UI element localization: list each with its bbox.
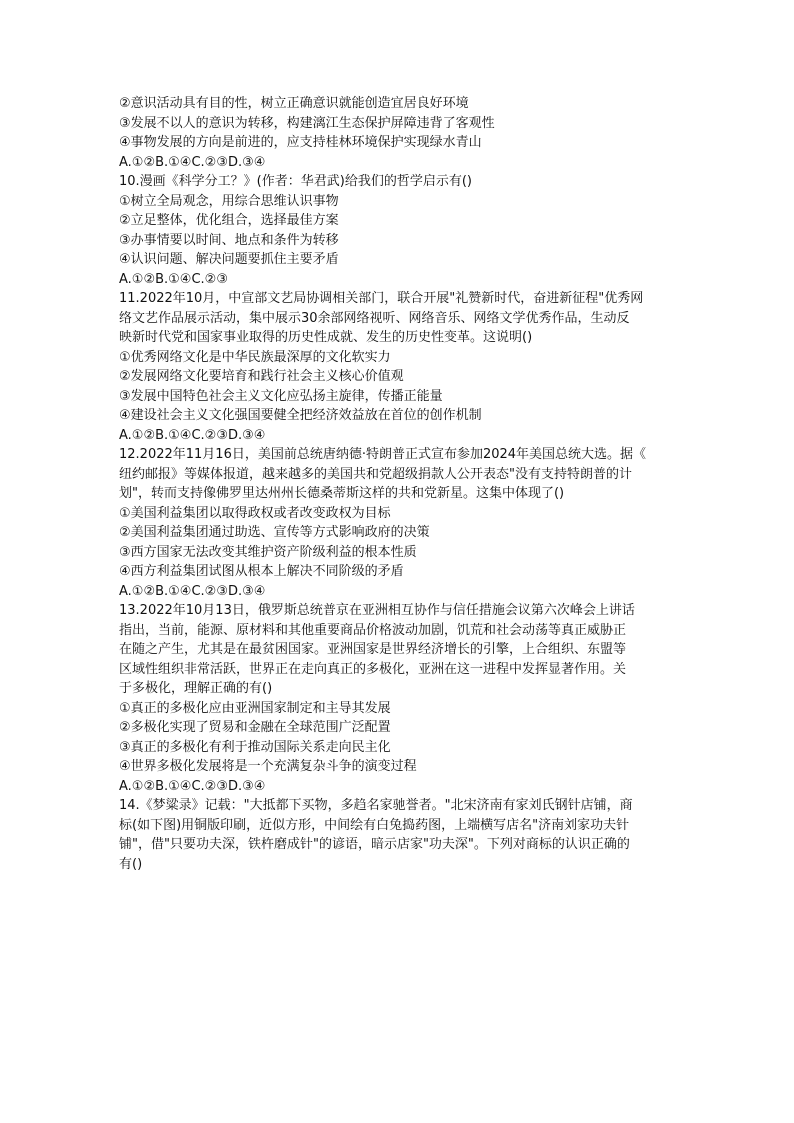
q9-option-2: ②意识活动具有目的性，树立正确意识就能创造宜居良好环境 <box>119 96 469 111</box>
q10-stem: 10.漫画《科学分工？》(作者：华君武)给我们的哲学启示有() <box>119 174 472 189</box>
q11-answer-choices: A.①②B.①④C.②③D.③④ <box>119 427 266 443</box>
document-page <box>119 94 679 874</box>
q13-stem-line: 于多极化，理解正确的有() <box>119 681 273 696</box>
q13-answer-choices: A.①②B.①④C.②③D.③④ <box>119 778 266 794</box>
q12-answer-choices: A.①②B.①④C.②③D.③④ <box>119 583 266 599</box>
q14-stem-line: 14.《梦粱录》记载："大抵都下买物，多趋名家驰誉者。"北宋济南有家刘氏钢针店铺，商 <box>119 798 633 813</box>
q12-stem-line: 12.2022年11月16日，美国前总统唐纳德·特朗普正式宣布参加2024年美国总统大选。据《 <box>119 447 647 462</box>
q12-stem-line: 划"，转而支持像佛罗里达州州长德桑蒂斯这样的共和党新星。这集中体现了() <box>119 486 565 501</box>
q13-stem-line: 13.2022年10月13日，俄罗斯总统普京在亚洲相互协作与信任措施会议第六次峰会上讲话 <box>119 603 635 618</box>
q11-option-1: ①优秀网络文化是中华民族最深厚的文化软实力 <box>119 349 391 365</box>
q12-stem-line: 纽约邮报》等媒体报道，越来越多的美国共和党超级捐款人公开表态"没有支持特朗普的计 <box>119 466 632 482</box>
q9-answer-choices: A.①②B.①④C.②③D.③④ <box>119 154 266 170</box>
q13-option-4: ④世界多极化发展将是一个充满复杂斗争的演变过程 <box>119 759 417 774</box>
q14-stem-line: 标(如下图)用铜版印刷，近似方形，中间绘有白兔捣药图，上端横写店名"济南刘家功夫针 <box>119 817 630 833</box>
question-11 <box>119 289 679 445</box>
q13-stem-line: 区域性组织非常活跃，世界正在走向真正的多极化，亚洲在这一进程中发挥显著作用。关 <box>119 661 627 677</box>
q12-option-4: ④西方利益集团试图从根本上解决不同阶级的矛盾 <box>119 564 404 579</box>
q12-option-1: ①美国利益集团以取得政权或者改变政权为目标 <box>119 505 391 521</box>
q13-option-3: ③真正的多极化有利于推动国际关系走向民主化 <box>119 739 391 755</box>
q9-option-3: ③发展不以人的意识为转移，构建漓江生态保护屏障违背了客观性 <box>119 115 495 131</box>
question-9 <box>119 94 679 172</box>
q9-option-4: ④事物发展的方向是前进的，应支持桂林环境保护实现绿水青山 <box>119 135 482 150</box>
q11-option-3: ③发展中国特色社会主义文化应弘扬主旋律，传播正能量 <box>119 388 443 404</box>
q10-option-4: ④认识问题、解决问题要抓住主要矛盾 <box>119 252 339 267</box>
q10-option-1: ①树立全局观念，用综合思维认识事物 <box>119 193 339 209</box>
q11-option-4: ④建设社会主义文化强国要健全把经济效益放在首位的创作机制 <box>119 408 482 423</box>
question-10 <box>119 172 679 289</box>
q10-option-2: ②立足整体，优化组合，选择最佳方案 <box>119 213 339 228</box>
q11-option-2: ②发展网络文化要培育和践行社会主义核心价值观 <box>119 369 404 384</box>
q14-stem-line: 铺"，借"只要功夫深，铁杵磨成针"的谚语，暗示店家"功夫深"。下列对商标的认识正确的 <box>119 837 630 852</box>
question-12 <box>119 445 679 601</box>
q10-option-3: ③办事情要以时间、地点和条件为转移 <box>119 232 339 248</box>
q13-option-2: ②多极化实现了贸易和金融在全球范围广泛配置 <box>119 720 391 735</box>
q12-option-3: ③西方国家无法改变其维护资产阶级利益的根本性质 <box>119 544 417 560</box>
q11-stem-line: 映新时代党和国家事业取得的历史性成就、发生的历史性变革。这说明() <box>119 330 533 345</box>
q13-option-1: ①真正的多极化应由亚洲国家制定和主导其发展 <box>119 700 391 716</box>
q11-stem-line: 络文艺作品展示活动，集中展示30余部网络视听、网络音乐、网络文学优秀作品，生动反 <box>119 310 630 326</box>
q13-stem-line: 在随之产生，尤其是在最贫困国家。亚洲国家是世界经济增长的引擎，上合组织、东盟等 <box>119 642 627 657</box>
q11-stem-line: 11.2022年10月，中宣部文艺局协调相关部门，联合开展"礼赞新时代，奋进新征程"优秀网 <box>119 291 644 306</box>
question-13 <box>119 601 679 796</box>
q14-stem-line: 有() <box>119 856 143 872</box>
q13-stem-line: 指出，当前，能源、原材料和其他重要商品价格波动加剧，饥荒和社会动荡等真正威胁正 <box>119 622 627 638</box>
q12-option-2: ②美国利益集团通过助选、宣传等方式影响政府的决策 <box>119 525 430 540</box>
question-14 <box>119 796 679 874</box>
q10-answer-choices: A.①②B.①④C.②③ <box>119 271 228 287</box>
